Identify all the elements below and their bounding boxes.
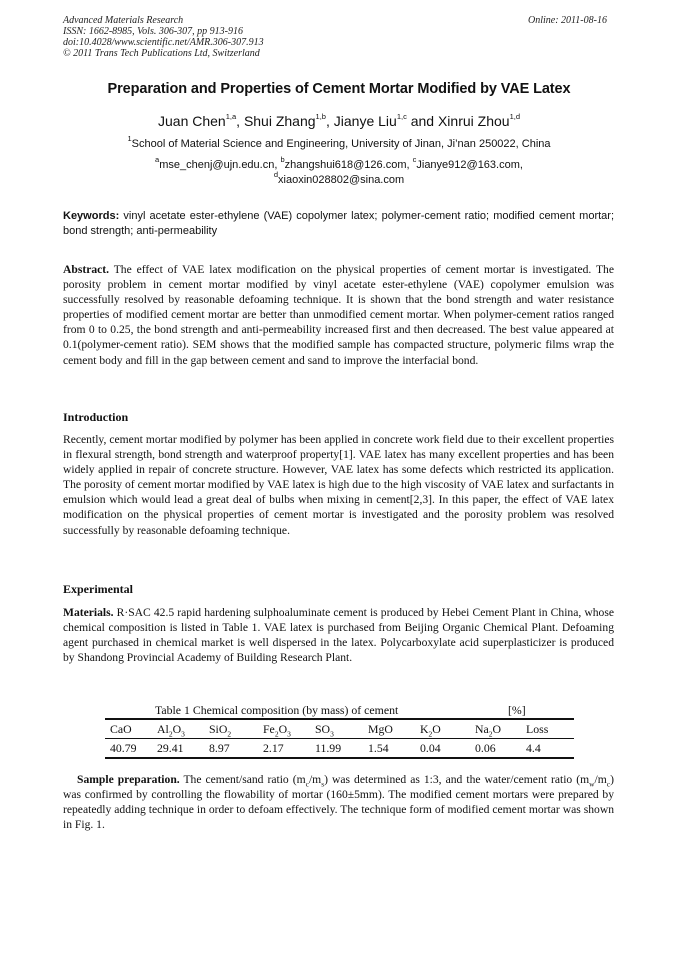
affiliation-sup: 1: [127, 134, 132, 144]
email-sup: b: [280, 155, 285, 165]
sample-prep-text: The cement/sand ratio (m: [179, 773, 306, 786]
keywords-label: Keywords:: [63, 210, 120, 222]
table-caption: Table 1 Chemical composition (by mass) of cement: [155, 703, 399, 717]
table-header-cell: $Al_2O_3$: [157, 722, 185, 739]
email-sup: a: [155, 155, 160, 165]
table-header-cell: $Fe_2O_3$: [263, 722, 291, 739]
table-cell: 8.97: [209, 741, 230, 755]
author-sup: 1,d: [509, 112, 520, 122]
abstract-label: Abstract.: [63, 263, 110, 276]
table-header-cell: $SO_3$: [315, 722, 334, 739]
email-line-1: [0, 155, 678, 173]
sample-prep-text: ) was confirmed by controlling the flowability of mortar (160±5mm). The modified cement mortars were prepared by repeatedly adding technique in order to defoam effectively. The technique form of modified cement mortar was shown in Fig. 1.: [63, 773, 614, 832]
journal-name: Advanced Materials Research: [63, 15, 184, 26]
author-name: Juan Chen: [158, 113, 226, 129]
issn-line: ISSN: 1662-8985, Vols. 306-307, pp 913-916: [63, 26, 243, 37]
table-header-cell: CaO: [110, 722, 132, 736]
email-sup: d: [273, 170, 279, 180]
affiliation-text: School of Material Science and Engineering, University of Jinan, Ji’nan 250022, China: [131, 138, 551, 150]
sample-prep-sub: c: [305, 779, 309, 789]
author-separator: ,: [236, 113, 244, 129]
sample-prep-sub: w: [589, 779, 595, 789]
table-cell: 2.17: [263, 741, 284, 755]
table-cell: 29.41: [157, 741, 184, 755]
author-line: [0, 113, 678, 129]
table-header-cell: MgO: [368, 722, 393, 736]
doi-line: doi:10.4028/www.scientific.net/AMR.306-307.913: [63, 37, 264, 48]
materials-paragraph: [63, 605, 614, 665]
introduction-heading: Introduction: [63, 410, 129, 424]
email-block: [0, 155, 678, 188]
table-header-cell: $Na_2O$: [475, 722, 502, 739]
author-sup: 1,b: [315, 112, 326, 122]
table-unit: [%]: [508, 703, 526, 717]
abstract-text: The effect of VAE latex modification on the physical properties of cement mortar is investigated. The porosity problem in cement mortar modified by vinyl acetate ester-ethylene (VAE) copolymer emulsion was successfully resolved by reasonable defoaming technique. It is shown that the bond strength and water resistance properties of modified cement mortar are better than unmodified cement mortar. When polymer-cement ratios ranged from 0 to 0.25, the bond strength and anti-permeability increased first and then decreased. The best value appeared at 0.1(polymer-cement ratio). SEM shows that the modified sample has compacted structure, polymeric films wrap the cement body and fill in the gap between cement and sand to improve the interfacial bond.: [63, 263, 614, 367]
affiliation: [0, 134, 678, 150]
experimental-heading: Experimental: [63, 582, 133, 596]
email-link[interactable]: mse_chenj@ujn.edu.cn,: [159, 159, 281, 171]
sample-prep-sub: s: [321, 779, 325, 789]
table-cell: 0.04: [420, 741, 441, 755]
materials-label: Materials.: [63, 606, 114, 619]
paper-title: Preparation and Properties of Cement Mortar Modified by VAE Latex: [107, 81, 571, 97]
table-header-cell: Loss: [526, 722, 549, 736]
author-name: Xinrui Zhou: [437, 113, 510, 129]
keywords: [63, 209, 614, 239]
author-sup: 1,c: [396, 112, 407, 122]
copyright-line: © 2011 Trans Tech Publications Ltd, Switzerland: [63, 48, 260, 59]
table-cell: 0.06: [475, 741, 496, 755]
table-cell: 1.54: [368, 741, 389, 755]
author-sup: 1,a: [225, 112, 237, 122]
sample-prep-text: /m: [594, 773, 607, 786]
author-and: and: [406, 113, 438, 129]
sample-prep-label: Sample preparation.: [77, 773, 180, 786]
table-bottom-rule: [105, 757, 574, 759]
table-header-cell: $K_2O$: [420, 722, 441, 739]
online-date: Online: 2011-08-16: [528, 15, 607, 26]
author-separator: ,: [325, 113, 334, 129]
table-header-cell: SiO$_2$: [209, 722, 232, 739]
introduction-text: Recently, cement mortar modified by polymer has been applied in concrete work field due to their excellent properties in flexural strength, bond strength and waterproof property[1]. VAE latex has many excellent properties and has been widely applied in repair of concrete structure. However, VAE latex has some defects which restricted its application. The porosity of cement mortar modified by VAE latex is high due to the high viscosity of VAE latex and surfactants in emulsion which would lead a great deal of bulbs when mixing in cement[2,3]. In this paper, the effect of VAE latex modification on the physical properties of cement mortar is investigated and the porosity problem was resolved successfully by reasonable defoaming technique.: [63, 433, 614, 537]
email-sup: c: [412, 155, 417, 165]
keywords-text: vinyl acetate ester-ethylene (VAE) copolymer latex; polymer-cement ratio; modified cement mortar; bond strength; anti-permeability: [63, 210, 614, 237]
table-mid-rule: [105, 738, 574, 739]
table-top-rule: [105, 718, 574, 720]
table-cell: 11.99: [315, 741, 342, 755]
materials-text: R·SAC 42.5 rapid hardening sulphoaluminate cement is produced by Hebei Cement Plant in China, whose chemical composition is listed in Table 1. VAE latex is purchased from Beijing Organic Chemical Plant. Defoaming agent purchased in chemical market is well dispersed in the latex. Polycarboxylate acid superplasticizer is produced by Shandong Provincial Academy of Building Research Plant.: [63, 606, 614, 665]
author-name: Shui Zhang: [243, 113, 316, 129]
abstract: [63, 262, 614, 368]
email-link[interactable]: xiaoxin028802@sina.com: [278, 174, 405, 186]
email-link[interactable]: Jianye912@163.com,: [416, 159, 523, 171]
sample-prep-text: ) was determined as 1:3, and the water/cement ratio (m: [324, 773, 590, 786]
email-link[interactable]: zhangshui618@126.com,: [284, 159, 413, 171]
table-cell: 40.79: [110, 741, 137, 755]
journal-header: [63, 15, 264, 59]
sample-prep-sub: c: [606, 779, 611, 789]
author-name: Jianye Liu: [333, 113, 397, 129]
sample-prep-text: /m: [308, 773, 322, 786]
email-line-2: [0, 170, 678, 188]
table-cell: 4.4: [526, 741, 541, 755]
sample-preparation-paragraph: [63, 772, 614, 832]
